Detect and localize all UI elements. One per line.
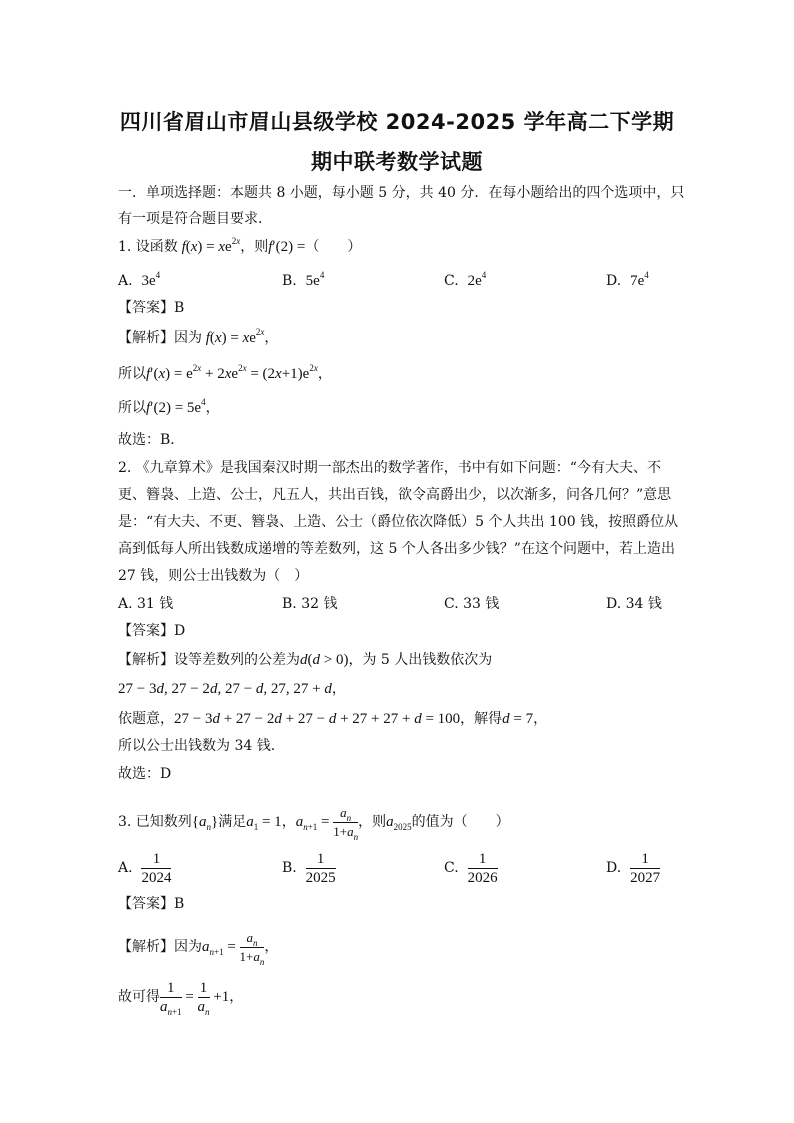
q1-analysis-line-2: 所以$f'(x) = e^{2x} + 2xe^{2x} = (2x+1)e^{2x}$， bbox=[118, 363, 332, 382]
q1-stem bbox=[118, 237, 361, 257]
section-header-line-2: 有一项是符合题目要求． bbox=[118, 211, 272, 227]
q2-answer: 【答案】D bbox=[118, 623, 186, 639]
document-title-line-2: 期中联考数学试题 bbox=[311, 150, 483, 174]
q2-analysis-line-4: 所以公士出钱数为 34 钱. bbox=[118, 738, 276, 754]
q2-conclusion: 故选：D bbox=[118, 766, 172, 782]
q1-option-a: A. $3e^4$ bbox=[118, 270, 161, 289]
q2-stem-line-1: 2. 《九章算术》是我国秦汉时期一部杰出的数学著作，书中有如下问题：“今有大夫、不 bbox=[118, 460, 661, 476]
q2-option-b: B. 32 钱 bbox=[282, 596, 338, 612]
q2-option-a: A. 31 钱 bbox=[118, 596, 174, 612]
q1-analysis-tag: 【解析】 bbox=[118, 330, 174, 346]
q2-stem-line-5: 27 钱，则公士出钱数为（ ） bbox=[118, 568, 309, 584]
q2-option-c: C. 33 钱 bbox=[444, 596, 500, 612]
q2-option-d: D. 34 钱 bbox=[606, 596, 662, 612]
q1-answer: 【答案】B bbox=[118, 300, 185, 316]
q3-option-c: C. $\frac{1}{2026}$ bbox=[444, 850, 498, 886]
q3-answer: 【答案】B bbox=[118, 896, 185, 912]
q2-analysis-line-2: 27 − 3d, 27 − 2d, 27 − d, 27, 27 + d， bbox=[118, 681, 346, 697]
q1-function-formula: $f(x) = xe^{2x}$ bbox=[177, 236, 241, 255]
q3-stem: 3. 已知数列$\{a_n\}$满足$a_1 = 1$，$a_{n+1}$ = $\frac{a_n}{1+a_n}$ ，则$a_{2025}$的值为（ ） bbox=[118, 804, 510, 842]
q1-analysis-line-1: 【解析】因为 $f(x) = xe^{2x}$， bbox=[118, 327, 279, 346]
q1-stem-prefix: 1. 设函数 bbox=[118, 239, 178, 255]
q1-analysis-line-3: 所以$f'(2) = 5e^4$， bbox=[118, 397, 220, 416]
q1-stem-mid: ，则 bbox=[240, 239, 269, 255]
q1-option-c: C. $2e^4$ bbox=[444, 270, 487, 289]
q1-option-b: B. $5e^4$ bbox=[282, 270, 325, 289]
q1-conclusion: 故选：B． bbox=[118, 432, 185, 448]
section-header-line-1: 一．单项选择题：本题共 8 小题，每小题 5 分，共 40 分．在每小题给出的四个选项中，只 bbox=[118, 185, 685, 201]
q2-stem-line-3: 是：“有大夫、不更、簪袅、上造、公士（爵位依次降低）5 个人共出 100 钱，按照爵位从 bbox=[118, 514, 679, 530]
q2-analysis-line-3: 依题意，27 − 3d + 27 − 2d + 27 − d + 27 + 27 + d = 100，解得d = 7， bbox=[118, 711, 548, 727]
q3-analysis-line-2: 故可得 $\frac{1}{a_{n+1}}$ = $\frac{1}{a_n}$ +1， bbox=[118, 979, 244, 1017]
q1-derivative-at-2: f′(2) = bbox=[268, 239, 306, 255]
document-title-line-1: 四川省眉山市眉山县级学校 2024-2025 学年高二下学期 bbox=[119, 110, 675, 134]
q3-option-a: A. $\frac{1}{2024}$ bbox=[118, 850, 172, 886]
q2-stem-line-4: 高到低每人所出钱数成递增的等差数列，这 5 个人各出多少钱？”在这个问题中，若上造出 bbox=[118, 541, 675, 557]
q3-analysis-line-1: 【解析】因为$a_{n+1}$ = $\frac{a_n}{1+a_n}$ ， bbox=[118, 929, 279, 967]
q3-option-b: B. $\frac{1}{2025}$ bbox=[282, 850, 336, 886]
q3-analysis-tag: 【解析】 bbox=[118, 939, 174, 955]
q3-option-d: D. $\frac{1}{2027}$ bbox=[606, 850, 661, 886]
q2-analysis-tag: 【解析】 bbox=[118, 652, 174, 668]
q1-option-d: D. $7e^4$ bbox=[606, 270, 649, 289]
q2-analysis-line-1: 【解析】设等差数列的公差为d(d > 0)，为 5 人出钱数依次为 bbox=[118, 652, 493, 668]
q2-stem-line-2: 更、簪袅、上造、公士，凡五人，共出百钱，欲令高爵出少，以次渐多，问各几何？”意思 bbox=[118, 487, 672, 503]
q1-stem-suffix: （ ） bbox=[305, 239, 362, 255]
